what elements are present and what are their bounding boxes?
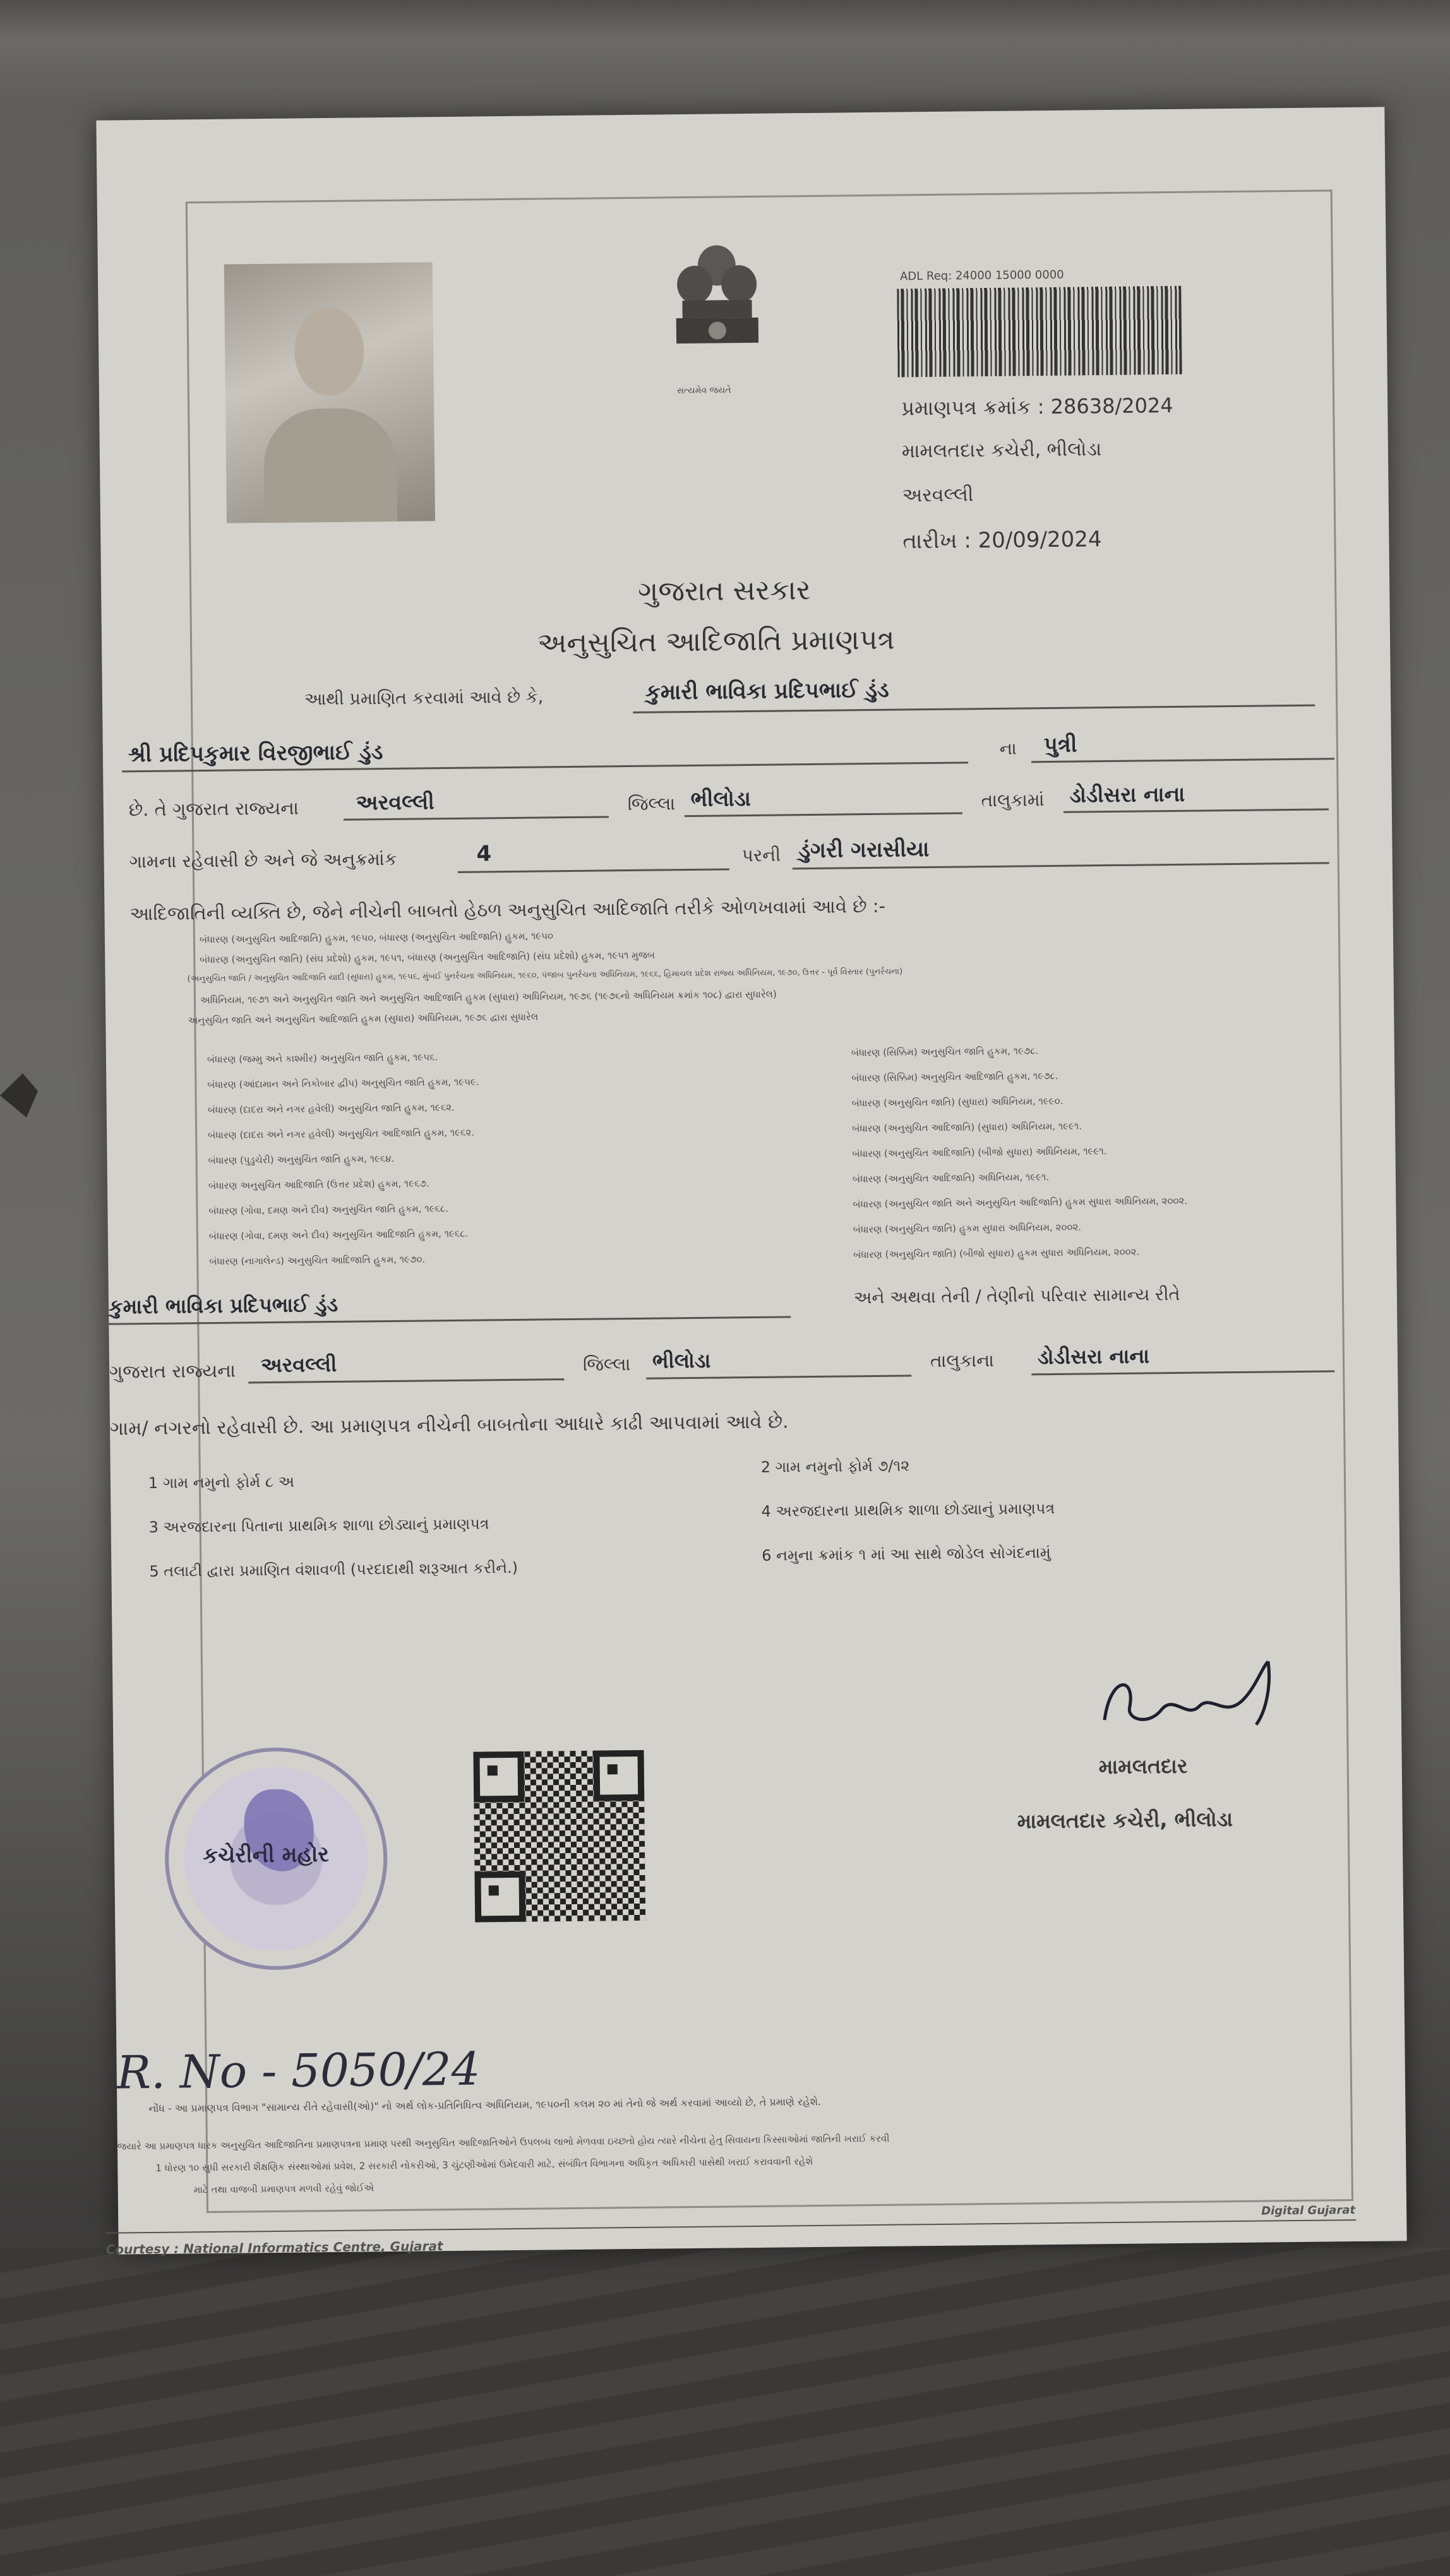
residence-village: ડોડીસરા નાના bbox=[1037, 1344, 1150, 1369]
issuing-office: મામલતદાર કચેરી, ભીલોડા bbox=[901, 438, 1102, 463]
signatory-designation: મામલતદાર bbox=[1098, 1753, 1188, 1779]
serial-number: 4 bbox=[476, 841, 492, 867]
state-label: ગુજરાત રાજ્યના bbox=[109, 1359, 236, 1383]
order-right: બંધારણ (અનુસુચિત આદિજાતિ) (સુધારા) અધિનિયમ, ૧૯૯૧. bbox=[852, 1120, 1082, 1135]
order-left: બંધારણ (જમ્મુ અને કાશ્મીર) અનુસુચિત જાતિ હુકમ, ૧૯૫૬. bbox=[207, 1051, 438, 1066]
order-line: બંધારણ (અનુસુચિત જાતિ) (સંઘ પ્રદેશો) હુકમ, ૧૯૫૧, બંધારણ (અનુસુચિત આદિજાતિ) (સંઘ પ્રદેશો) હુકમ, ૧૯૫૧ મુજબ bbox=[200, 949, 656, 966]
order-left: બંધારણ (આંદામાન અને નિકોબાર દ્વીપ) અનુસુચિત જાતિ હુકમ, ૧૯૫૯. bbox=[207, 1076, 479, 1091]
basis-intro: ગામ/ નગરનો રહેવાસી છે. આ પ્રમાણપત્ર નીચેની બાબતોના આધારે કાઢી આપવામાં આવે છે. bbox=[109, 1410, 789, 1440]
certificate-paper bbox=[96, 107, 1406, 2257]
order-left: બંધારણ (પુડુચેરી) અનુસુચિત જાતિ હુકમ, ૧૯૬૪. bbox=[208, 1152, 395, 1167]
district-value: અરવલ્લી bbox=[356, 789, 434, 815]
relation-value: પુત્રી bbox=[1043, 732, 1077, 758]
order-right: બંધારણ (અનુસુચિત જાતિ અને અનુસુચિત આદિજાતિ) હુકમ સુધારા અધિનિયમ, ૨૦૦૨. bbox=[853, 1195, 1188, 1210]
village-value: ડોડીસરા નાના bbox=[1069, 781, 1185, 808]
tribe-name: ડુંગરી ગરાસીયા bbox=[798, 837, 930, 864]
applicant-name-repeat: કુમારી ભાવિકા પ્રદિપભાઈ ડુંડ bbox=[108, 1292, 339, 1319]
handwritten-register-number: R. No - 5050/24 bbox=[116, 2042, 481, 2099]
torn-paper-fragment bbox=[0, 1073, 38, 1118]
applicant-photo bbox=[224, 262, 435, 523]
background-floor bbox=[0, 2248, 1450, 2576]
order-line: અધિનિયમ, ૧૯૭૧ અને અનુસુચિત જાતિ અને અનુસુચિત આદિજાતિ હુકમ (સુધારા) અધિનિયમ, ૧૯૭૬ (૧૯૭૬નો અધિનિયમ ક્રમાંક ૧૦૮) દ્વારા સુધારેલ) bbox=[200, 988, 777, 1006]
family-residence-text: અને અથવા તેની / તેણીનો પરિવાર સામાન્ય રીતે bbox=[853, 1284, 1180, 1308]
tribe-recognition-text: આદિજાતિની વ્યક્તિ છે, જેને નીચેની બાબતો હેઠળ અનુસુચિત આદિજાતિ તરીકે ઓળખવામાં આવે છે :- bbox=[129, 895, 886, 925]
order-right: બંધારણ (સિક્કિમ) અનુસુચિત આદિજાતિ હુકમ, ૧૯૭૮. bbox=[851, 1070, 1058, 1084]
signature-mark bbox=[1091, 1649, 1295, 1745]
seal-text: કચેરીની મહોર bbox=[202, 1842, 330, 1869]
district-label: જિલ્લા bbox=[627, 793, 676, 815]
order-right: બંધારણ (સિક્કિમ) અનુસુચિત જાતિ હુકમ, ૧૯૭૮. bbox=[851, 1045, 1039, 1059]
taluka-value: ભીલોડા bbox=[690, 785, 752, 811]
basis-item: 5 તલાટી દ્વારા પ્રમાણિત વંશાવળી (પરદાદાથી શરૂઆત કરીને.) bbox=[149, 1558, 518, 1581]
applicant-name: કુમારી ભાવિકા પ્રદિપભાઈ ડુંડ bbox=[645, 677, 889, 705]
order-line: અનુસુચિત જાતિ અને અનુસુચિત આદિજાતિ હુકમ (સુધારા) અધિનિયમ, ૧૯૭૬ દ્વારા સુધારેલ bbox=[188, 1011, 539, 1027]
barcode-caption: ADL Req: 24000 15000 0000 bbox=[899, 268, 1064, 283]
basis-item: 6 નમુના ક્રમાંક ૧ માં આ સાથે જોડેલ સોગંદનામું bbox=[762, 1544, 1051, 1565]
tribe-label: પરની bbox=[741, 844, 781, 866]
residence-district-label: જિલ્લા bbox=[582, 1354, 631, 1375]
digital-gujarat-label: Digital Gujarat bbox=[1261, 2203, 1356, 2218]
order-left: બંધારણ અનુસુચિત આદિજાતિ (ઉત્તર પ્રદેશ) હુકમ, ૧૯૬૭. bbox=[208, 1178, 429, 1192]
attestation-prefix: આથી પ્રમાણિત કરવામાં આવે છે કે, bbox=[304, 687, 544, 710]
residence-taluka-label: તાલુકાના bbox=[930, 1349, 995, 1372]
order-line: (અનુસુચિત જાતિ / અનુસુચિત આદિજાતિ યાદી (સુધારા) હુકમ, ૧૯૫૬, મુંબઈ પુનર્રચના અધિનિયમ, ૧૯૬૦, પંજાબ પુનર્રચના અધિનિયમ, ૧૯૬૬, હિમાચલ પ્રદેશ રાજ્ય અધિનિયમ, ૧૯૭૦, ઉત્તર - પૂર્વ વિસ્તાર (પુનર્રચના) bbox=[187, 967, 903, 984]
footer-line: 1 ધોરણ ૧૦ સુધી સરકારી શૈક્ષણિક સંસ્થાઓમાં પ્રવેશ, 2 સરકારી નોકરીઓ, 3 ચુંટણીઓમાં ઉમેદવારી માટે, સંબંધિત વિભાગના અધિકૃત અધિકારી પાસેથી ખરાઈ કરાવવાની રહેશે bbox=[155, 2156, 813, 2174]
footer-line: જયારે આ પ્રમાણપત્ર ધારક અનુસુચિત આદિજાતિના પ્રમાણપત્રના પ્રમાણ પરથી અનુસુચિત આદિજાતિઓને ઉપલબ્ધ લાભો મેળવવા ઇચ્છતો હોય ત્યારે નીચેના હેતુ સિવાયના કિસ્સાઓમાં જાતિની ખરાઈ કરવી bbox=[117, 2132, 890, 2152]
order-right: બંધારણ (અનુસુચિત જાતિ) (સુધારા) અધિનિયમ, ૧૯૯૦. bbox=[851, 1095, 1064, 1109]
residence-prefix: ગામના રહેવાસી છે અને જે અનુક્રમાંક bbox=[129, 848, 397, 873]
basis-item: 4 અરજદારના પ્રાથમિક શાળા છોડ્યાનું પ્રમાણપત્ર bbox=[761, 1500, 1055, 1520]
emblem-caption: સત્યમેવ જયતે bbox=[676, 385, 731, 397]
taluka-label: તાલુકામાં bbox=[981, 789, 1045, 811]
order-left: બંધારણ (દાદરા અને નગર હવેલી) અનુસુચિત આદિજાતિ હુકમ, ૧૯૬૨. bbox=[208, 1126, 475, 1142]
order-left: બંધારણ (નાગાલેન્ડ) અનુસુચિત આદિજાતિ હુકમ, ૧૯૭૦. bbox=[209, 1253, 426, 1267]
order-right: બંધારણ (અનુસુચિત જાતિ) હુકમ સુધારા અધિનિયમ, ૨૦૦૨. bbox=[853, 1221, 1082, 1236]
certificate-number: પ્રમાણપત્ર ક્રમાંક : 28638/2024 bbox=[901, 393, 1173, 420]
certificate-title: અનુસુચિત આદિજાતિ પ્રમાણપત્ર bbox=[537, 623, 895, 660]
order-left: બંધારણ (દાદરા અને નગર હવેલી) અનુસુચિત જાતિ હુકમ, ૧૯૬૨. bbox=[207, 1101, 455, 1116]
father-name: શ્રી પ્રદિપકુમાર વિરજીભાઈ ડુંડ bbox=[128, 739, 383, 768]
order-left: બંધારણ (ગોવા, દમણ અને દીવ) અનુસુચિત જાતિ હુકમ, ૧૯૬૮. bbox=[208, 1203, 449, 1217]
basis-item: 3 અરજદારના પિતાના પ્રાથમિક શાળા છોડ્યાનું પ્રમાણપત્ર bbox=[148, 1515, 489, 1537]
courtesy-label: Courtesy : National Informatics Centre, Gujarat bbox=[105, 2238, 443, 2257]
issuing-district: અરવલ્લી bbox=[902, 484, 974, 507]
order-right: બંધારણ (અનુસુચિત આદિજાતિ) અધિનિયમ, ૧૯૯૧. bbox=[852, 1171, 1050, 1185]
footer-divider bbox=[105, 2219, 1356, 2234]
basis-item: 1 ગામ નમુનો ફોર્મ ૮ અ bbox=[148, 1472, 295, 1493]
residence-district: અરવલ્લી bbox=[260, 1352, 337, 1378]
relation-label: ના bbox=[999, 739, 1017, 759]
order-line: બંધારણ (અનુસુચિત આદિજાતિ) હુકમ, ૧૯૫૦, બંધારણ (અનુસુચિત આદિજાતિ) હુકમ, ૧૯૫૦ bbox=[199, 930, 554, 946]
national-emblem-icon bbox=[662, 240, 771, 386]
order-right: બંધારણ (અનુસુચિત આદિજાતિ) (બીજો સુધારા) અધિનિયમ, ૧૯૯૧. bbox=[852, 1145, 1107, 1160]
qr-code bbox=[473, 1750, 645, 1923]
order-right: બંધારણ (અનુસુચિત જાતિ) (બીજો સુધારા) હુકમ સુધારા અધિનિયમ, ૨૦૦૨. bbox=[853, 1246, 1140, 1261]
barcode bbox=[897, 286, 1182, 378]
residence-taluka: ભીલોડા bbox=[652, 1348, 711, 1373]
order-left: બંધારણ (ગોવા, દમણ અને દીવ) અનુસુચિત આદિજાતિ હુકમ, ૧૯૬૮. bbox=[208, 1227, 469, 1243]
government-title: ગુજરાત સરકાર bbox=[637, 573, 811, 608]
footer-line: માટે તથા વાજબી પ્રમાણપત્ર મળવી રહેવું જોઈએ bbox=[193, 2182, 374, 2196]
basis-item: 2 ગામ નમુનો ફોર્મ ૭/૧૨ bbox=[760, 1457, 910, 1476]
footer-note: નોંધ - આ પ્રમાણપત્ર વિભાગ "સામાન્ય રીતે રહેવાસી(ઓ)" નો અર્થ લોક-પ્રતિનિધિત્વ અધિનિયમ, ૧૯૫૦ની કલમ ૨૦ માં તેનો જે અર્થ કરવામાં આવ્યો છે, તે પ્રમાણે રહેશે. bbox=[148, 2095, 822, 2115]
issue-date: તારીખ : 20/09/2024 bbox=[902, 527, 1102, 554]
state-prefix: છે. તે ગુજરાત રાજ્યના bbox=[128, 797, 299, 821]
signatory-office: મામલતદાર કચેરી, ભીલોડા bbox=[1017, 1807, 1233, 1834]
